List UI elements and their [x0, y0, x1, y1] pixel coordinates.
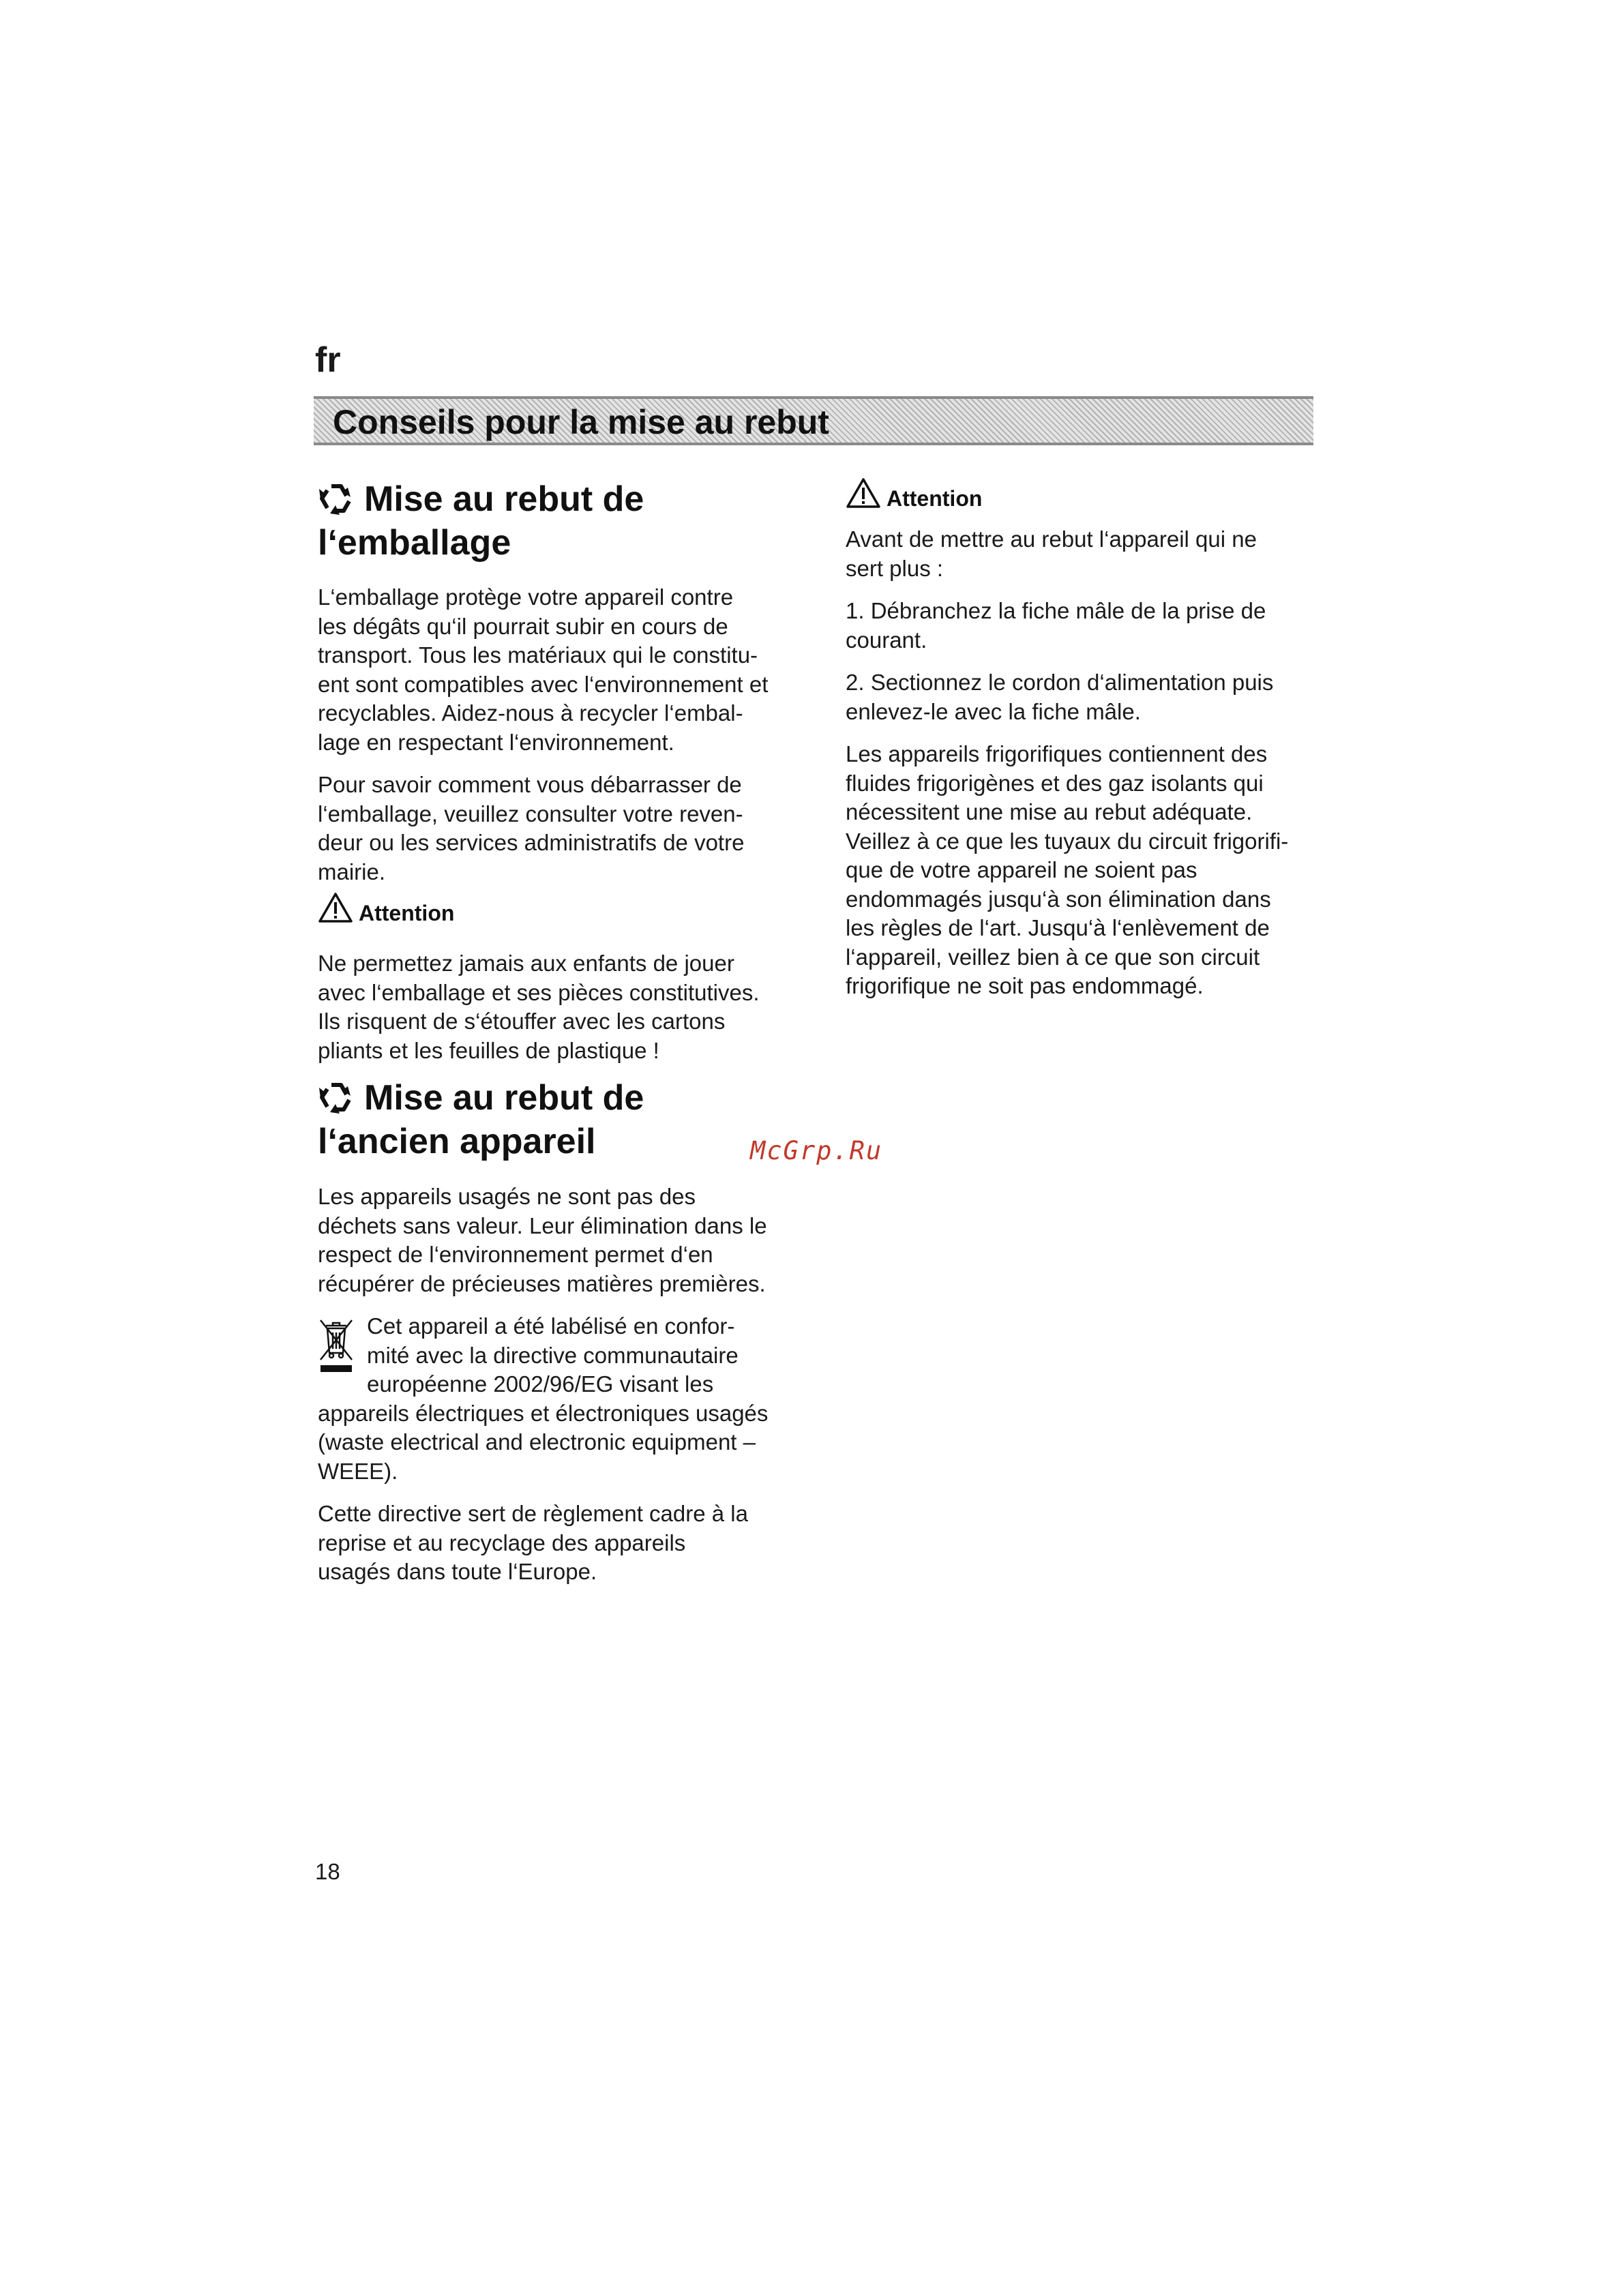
text-line: les règles de l‘art. Jusqu‘à l‘enlèvement de: [846, 915, 1270, 940]
old-appliance-para1: [318, 1182, 795, 1298]
section-header-bar: [314, 396, 1313, 445]
text-line: que de votre appareil ne soient pas: [846, 857, 1197, 882]
right-paragraph: [846, 740, 1316, 1001]
text-line: frigorifique ne soit pas endommagé.: [846, 973, 1204, 998]
page-number: 18: [315, 1859, 340, 1884]
text-line: mairie.: [318, 859, 386, 884]
text-line: enlevez-le avec la fiche mâle.: [846, 698, 1141, 724]
attention-text: [318, 949, 795, 1065]
text-line: sert plus :: [846, 555, 944, 581]
text-line: Cette directive sert de règlement cadre à la: [318, 1501, 748, 1526]
right-attention-body: [846, 525, 1316, 1015]
text-line: déchets sans valeur. Leur élimination dans le: [318, 1212, 767, 1238]
text-line: lage en respectant l‘environnement.: [318, 729, 674, 755]
watermark-text: McGrp.Ru: [750, 1136, 883, 1165]
text-line: ent sont compatibles avec l‘environnement et: [318, 671, 769, 697]
text-line: Ne permettez jamais aux enfants de jouer: [318, 951, 734, 976]
weee-text: [318, 1312, 795, 1486]
text-line: Cet appareil a été labélisé en confor-: [367, 1313, 735, 1339]
old-appliance-heading-line2: l‘ancien appareil: [318, 1122, 596, 1161]
warning-triangle-icon: [318, 892, 353, 923]
packaging-heading-line2: l‘emballage: [318, 523, 511, 563]
text-line: transport. Tous les matériaux qui le constitu-: [318, 642, 758, 668]
attention-label: Attention: [359, 901, 455, 925]
packaging-attention-heading: [318, 892, 795, 928]
text-line: L‘emballage protège votre appareil contre: [318, 584, 734, 610]
old-appliance-body: [318, 1182, 795, 1600]
text-line: reprise et au recyclage des appareils: [318, 1530, 686, 1555]
packaging-heading-line1: Mise au rebut de: [364, 479, 644, 519]
text-line: endommagés jusqu‘à son élimination dans: [846, 886, 1271, 912]
packaging-heading: [318, 477, 795, 565]
text-line: 1. Débranchez la fiche mâle de la prise de: [846, 598, 1266, 623]
text-line: les dégâts qu‘il pourrait subir en cours de: [318, 613, 728, 639]
text-line: nécessitent une mise au rebut adéquate.: [846, 799, 1253, 824]
right-step-2: [846, 668, 1316, 726]
text-line: l‘appareil, veillez bien à ce que son circuit: [846, 944, 1260, 970]
text-line: usagés dans toute l‘Europe.: [318, 1559, 597, 1584]
text-line: avec l‘emballage et ses pièces constitutives.: [318, 979, 760, 1005]
old-appliance-heading-line1: Mise au rebut de: [364, 1078, 644, 1118]
warning-triangle-icon: [846, 477, 881, 509]
text-line: Avant de mettre au rebut l‘appareil qui ne: [846, 526, 1257, 552]
right-step-1: [846, 597, 1316, 655]
recycle-icon: [318, 479, 355, 516]
text-line: deur ou les services administratifs de votre: [318, 830, 745, 855]
packaging-para1: [318, 583, 795, 757]
text-line: WEEE).: [318, 1458, 398, 1484]
text-line: (waste electrical and electronic equipment –: [318, 1429, 756, 1455]
text-line: respect de l‘environnement permet d‘en: [318, 1242, 713, 1267]
text-line: Pour savoir comment vous débarrasser de: [318, 772, 742, 797]
text-line: récupérer de précieuses matières premières.: [318, 1270, 766, 1296]
packaging-para2: [318, 771, 795, 886]
right-intro: [846, 525, 1316, 583]
weee-block: [318, 1312, 795, 1486]
old-appliance-heading: [318, 1076, 795, 1163]
text-line: Veillez à ce que les tuyaux du circuit frigorifi-: [846, 828, 1289, 854]
text-line: pliants et les feuilles de plastique !: [318, 1037, 659, 1063]
packaging-body: [318, 583, 795, 900]
text-line: 2. Sectionnez le cordon d‘alimentation puis: [846, 670, 1274, 695]
packaging-attention-body: [318, 949, 795, 1079]
crossed-bin-icon: [318, 1316, 355, 1375]
text-line: appareils électriques et électroniques usagés: [318, 1400, 769, 1426]
text-line: mité avec la directive communautaire: [367, 1342, 739, 1368]
section-title: Conseils pour la mise au rebut: [333, 403, 829, 441]
recycle-icon: [318, 1078, 355, 1115]
text-line: recyclables. Aidez-nous à recycler l‘embal-: [318, 700, 743, 726]
text-line: Ils risquent de s‘étouffer avec les cartons: [318, 1009, 726, 1034]
right-attention-heading: [846, 477, 1316, 513]
text-line: Les appareils frigorifiques contiennent des: [846, 741, 1268, 766]
old-appliance-para3: [318, 1500, 795, 1587]
text-line: européenne 2002/96/EG visant les: [367, 1371, 714, 1397]
text-line: courant.: [846, 627, 927, 653]
attention-label: Attention: [887, 486, 983, 511]
text-line: Les appareils usagés ne sont pas des: [318, 1184, 696, 1209]
language-marker: fr: [315, 340, 341, 380]
text-line: fluides frigorigènes et des gaz isolants qui: [846, 770, 1264, 796]
text-line: l‘emballage, veuillez consulter votre reven-: [318, 801, 743, 826]
